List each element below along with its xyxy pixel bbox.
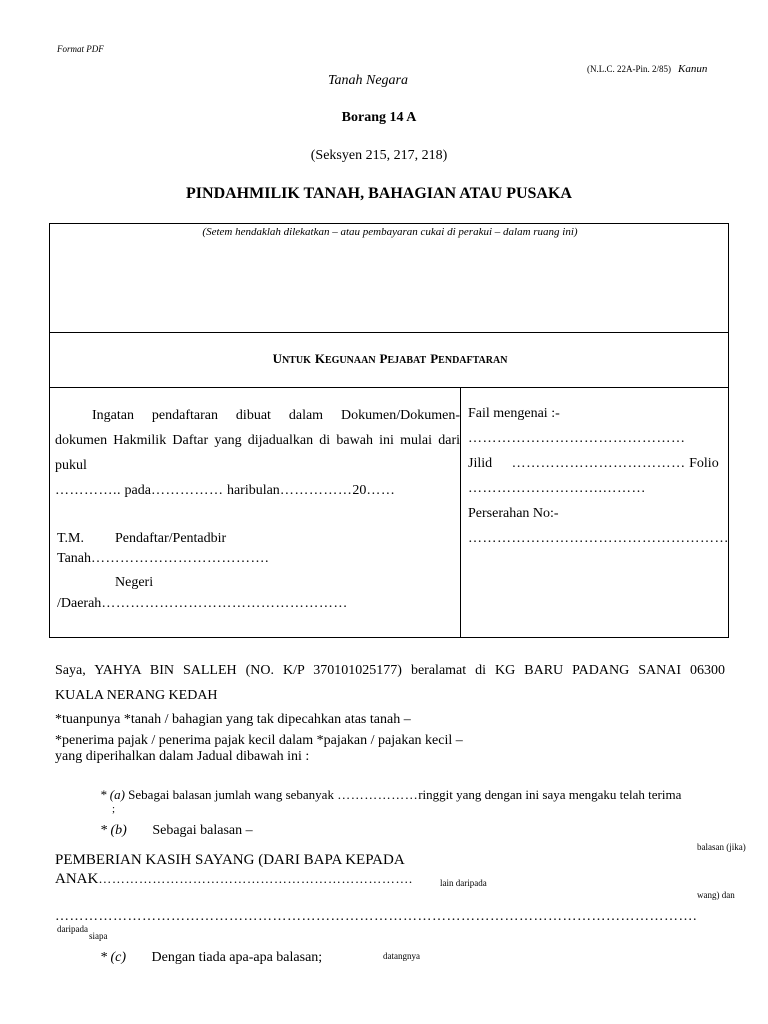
stamp-divider [50, 332, 728, 333]
memo-line-1: Ingatan pendaftaran dibuat dalam Dokumen/Dokumen- [92, 408, 460, 423]
registration-memo [55, 403, 460, 503]
memo-line-2: dokumen Hakmilik Daftar yang dijadualkan di bawah ini mulai dari [55, 433, 460, 448]
office-divider [50, 387, 728, 388]
option-b: * (b) Sebagai balasan – [100, 823, 253, 838]
option-b-marker: * (b) [100, 823, 127, 838]
column-divider [460, 387, 461, 637]
consideration-line-1: PEMBERIAN KASIH SAYANG (DARI BAPA KEPADA [55, 852, 405, 868]
option-a-marker: * (a) [100, 787, 125, 802]
office-use-heading: UNTUK KEGUNAAN PEJABAT PENDAFTARAN [272, 351, 508, 366]
option-a-semicolon: ; [112, 803, 116, 815]
note-lain-daripada: lain daripada [440, 878, 487, 888]
fail-dots: ……………………………………… [468, 431, 686, 446]
form-title: PINDAHMILIK TANAH, BAHAGIAN ATAU PUSAKA [186, 185, 572, 202]
borang-number: Borang 14 A [341, 110, 417, 125]
folio-dots: ……………………….……… [468, 481, 646, 496]
consideration-dots: ……………………………………………………………………………………………………………………. [55, 909, 697, 924]
declarant-statement [55, 663, 725, 679]
jilid-line: Jilid ……………………………… Folio [468, 456, 719, 471]
format-note: Format PDF [57, 44, 104, 54]
note-daripada: daripada [57, 924, 88, 934]
perserahan-label: Perserahan No:- [468, 506, 559, 521]
option-c-marker: * (c) [100, 950, 127, 965]
kanun-word: Kanun [678, 63, 708, 75]
declarant-line-1: Saya, YAHYA BIN SALLEH (NO. K/P 370101025177) beralamat di KG BARU PADANG SANAI 06300 [55, 663, 725, 678]
consideration-line-2: ANAK……………………………………………………………. [55, 871, 413, 887]
note-siapa: siapa [89, 931, 108, 941]
daerah-line: /Daerah…………………………………………… [57, 596, 348, 611]
negeri-label: Negeri [115, 575, 154, 590]
note-datangnya: datangnya [383, 951, 420, 961]
memo-line-3: pukul [55, 458, 87, 473]
pendaftar-label: Pendaftar/Pentadbir [115, 531, 227, 546]
capacity-penerima: *penerima pajak / penerima pajak kecil dalam *pajakan / pajakan kecil – [55, 733, 463, 748]
declarant-line-2: KUALA NERANG KEDAH [55, 688, 218, 703]
tanah-negara-heading: Tanah Negara [327, 73, 408, 88]
fail-label: Fail mengenai :- [468, 406, 560, 421]
option-a: * (a) Sebagai balasan jumlah wang sebanyak ………………ringgit yang dengan ini saya mengaku telah terima [100, 787, 682, 802]
tanah-line: Tanah………………………………. [57, 551, 270, 566]
option-c: * (c) Dengan tiada apa-apa balasan; [100, 950, 323, 965]
kanun-ref-code: (N.L.C. 22A-Pin. 2/85) [587, 64, 671, 74]
capacity-tuanpunya: *tuanpunya *tanah / bahagian yang tak dipecahkan atas tanah – [55, 712, 411, 727]
schedule-reference: yang diperihalkan dalam Jadual dibawah ini : [55, 749, 310, 764]
stamp-instruction: (Setem hendaklah dilekatkan – atau pembayaran cukai di perakui – dalam ruang ini) [202, 226, 578, 238]
note-wang-dan: wang) dan [697, 890, 735, 900]
note-balasan-jika: balasan (jika) [697, 842, 746, 852]
tm-label: T.M. [57, 531, 84, 546]
seksyen-reference: (Seksyen 215, 217, 218) [310, 148, 448, 163]
memo-date-line: ………….. pada…………… haribulan……………20…… [55, 483, 396, 498]
perserahan-dots: ……………………………………………… [468, 531, 729, 546]
